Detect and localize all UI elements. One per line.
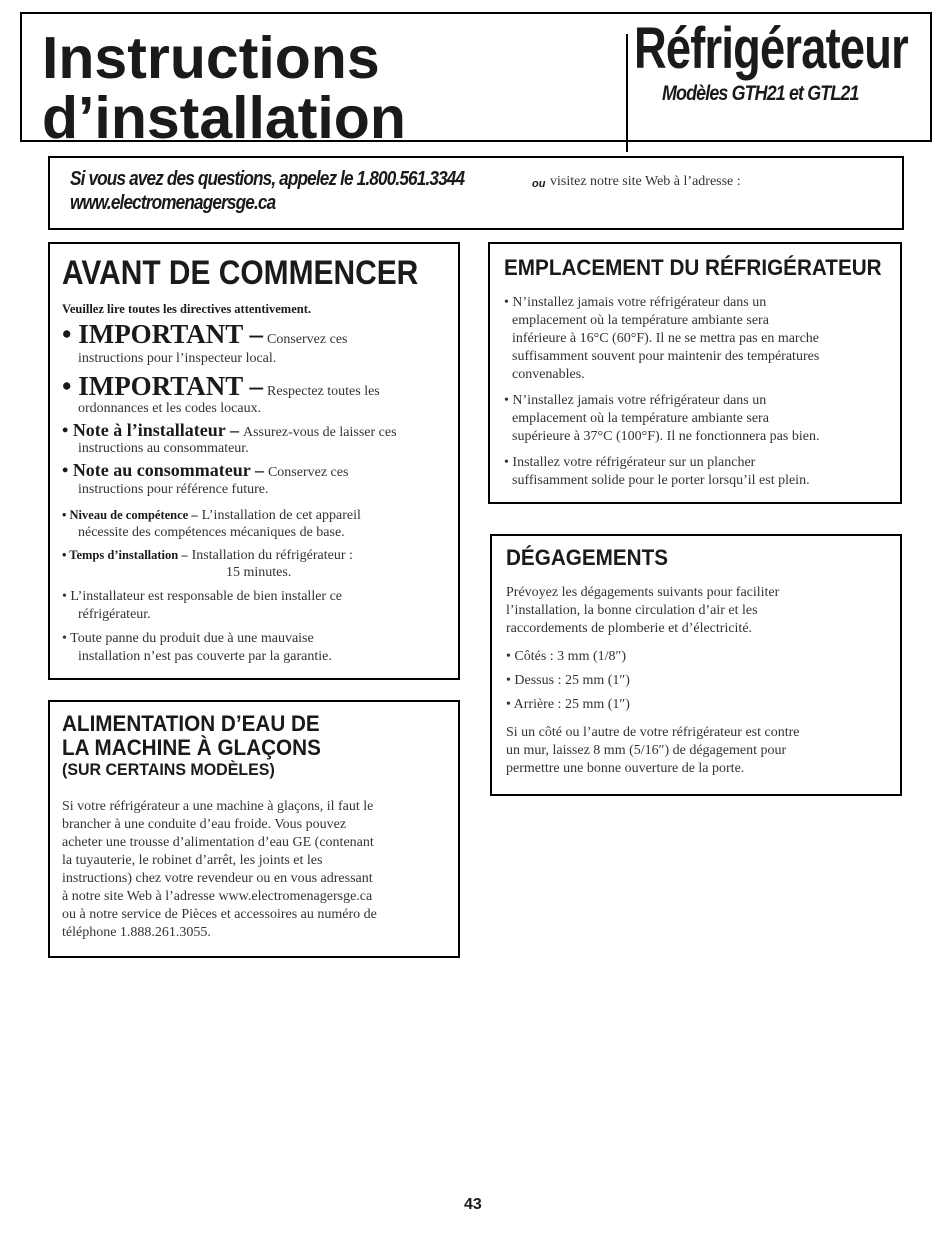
location-bullet-1: • N’installez jamais votre réfrigérateur dans un emplacement où la température ambiante sera inférieure à 16°C (60°F). Il ne se mettra pas en marche suffisamment souvent pour maintenir des températures convenables. — [504, 295, 820, 382]
important-text-2: ordonnances et les codes locaux. — [78, 401, 262, 416]
location-section — [488, 242, 902, 504]
location-bullet-3: • Installez votre réfrigérateur sur un plancher suffisamment solide pour le porter lorsqu’il est plein. — [504, 455, 810, 488]
water-heading-2: LA MACHINE À GLAÇONS — [62, 735, 321, 760]
install-time-text: 15 minutes. — [226, 565, 292, 580]
water-line: téléphone 1.888.261.3055. — [62, 925, 211, 940]
responsibility-item: • L’installateur est responsable de bien installer ce — [62, 589, 343, 604]
website-link[interactable]: www.electromenagersge.ca — [70, 192, 276, 214]
note-consumer-lead: Note au consommateur – — [72, 460, 264, 480]
note-installer-text: instructions au consommateur. — [78, 441, 249, 456]
contact-question: Si vous avez des questions, appelez le 1.800.561.3344 — [70, 168, 465, 190]
note-consumer-text: instructions pour référence future. — [78, 482, 269, 497]
avant-heading: AVANT DE COMMENCER — [62, 254, 419, 292]
title-line-1: Instructions — [42, 25, 380, 91]
warranty-text: installation n’est pas couverte par la garantie. — [78, 649, 332, 664]
product-block — [626, 14, 932, 140]
avant-section — [48, 242, 460, 680]
clearance-item: • Arrière : 25 mm (1″) — [506, 697, 630, 712]
clearances-body: Prévoyez les dégagements suivants pour faciliter l’installation, la bonne circulation d’air et les raccordements de plomberie et d’électricité. • Côtés : 3 mm (1/8″) • Dessus : 25 mm (1″) • Arrière : 25 mm (1″) Si un côté ou l’autre de votre réfrigérateur est contre un mur, laissez 8 mm (5/16″) de dégagement pour permettre une bonne ouverture de la porte. — [506, 585, 800, 776]
water-line: la tuyauterie, le robinet d’arrêt, les joints et les — [62, 853, 323, 868]
models-label: Modèles GTH21 et GTL21 — [662, 82, 859, 105]
header-box — [20, 12, 932, 151]
note-installer-lead: Note à l’installateur – — [72, 420, 239, 440]
contact-or: ou — [532, 178, 546, 190]
clearance-item: • Dessus : 25 mm (1″) — [506, 673, 630, 688]
water-line: brancher à une conduite d’eau froide. Vous pouvez — [62, 817, 347, 832]
location-heading: EMPLACEMENT DU RÉFRIGÉRATEUR — [504, 255, 882, 280]
water-body — [62, 798, 377, 942]
water-heading-1: ALIMENTATION D’EAU DE — [62, 711, 320, 736]
skill-level-lead: Niveau de compétence – — [69, 508, 198, 522]
skill-level-item: • Niveau de compétence – L’installation de cet appareil — [62, 508, 361, 523]
install-time-lead: Temps d’installation – — [69, 548, 188, 562]
location-bullets — [504, 294, 819, 490]
clearances-section — [490, 534, 902, 796]
important-item-2: • IMPORTANT – Respectez toutes les — [62, 371, 380, 401]
water-line: acheter une trousse d’alimentation d’eau GE (contenant — [62, 835, 374, 850]
avant-intro: Veuillez lire toutes les directives attentivement. — [62, 302, 312, 316]
title-line-2: d’installation — [42, 85, 406, 151]
important-lead-1: IMPORTANT – — [78, 319, 264, 349]
important-item-1: • IMPORTANT – Conservez ces — [62, 319, 348, 349]
water-subheading: (SUR CERTAINS MODÈLES) — [62, 760, 275, 779]
clearance-item: • Côtés : 3 mm (1/8″) — [506, 649, 627, 664]
note-consumer-item: • Note au consommateur – Conservez ces — [62, 460, 349, 480]
important-lead-2: IMPORTANT – — [78, 371, 264, 401]
document-title — [42, 25, 406, 151]
water-line: ou à notre service de Pièces et accessoires au numéro de — [62, 907, 377, 922]
water-line: à notre site Web à l’adresse www.electromenagersge.ca — [62, 889, 373, 904]
note-installer-item: • Note à l’installateur – Assurez-vous de laisser ces — [62, 420, 397, 440]
location-bullet-2: • N’installez jamais votre réfrigérateur dans un emplacement où la température ambiante sera supérieure à 37°C (100°F). Il ne fonctionnera pas bien. — [504, 393, 820, 444]
install-time-item: • Temps d’installation – Installation du réfrigérateur : — [62, 548, 353, 563]
contact-line — [70, 168, 741, 191]
page-number: 43 — [464, 1196, 482, 1213]
water-line: Si votre réfrigérateur a une machine à glaçons, il faut le — [62, 799, 374, 814]
important-text-1: instructions pour l’inspecteur local. — [78, 351, 277, 366]
water-line: instructions) chez votre revendeur ou en vous adressant — [62, 871, 373, 886]
skill-level-text: nécessite des compétences mécaniques de base. — [78, 525, 345, 540]
warranty-item: • Toute panne du produit due à une mauvaise — [62, 631, 314, 646]
contact-box — [48, 156, 904, 230]
product-title: Réfrigérateur — [634, 16, 908, 81]
contact-visit: visitez notre site Web à l’adresse : — [550, 174, 741, 189]
water-supply-section — [48, 700, 460, 958]
clearances-heading: DÉGAGEMENTS — [506, 545, 669, 570]
responsibility-text: réfrigérateur. — [78, 607, 151, 622]
